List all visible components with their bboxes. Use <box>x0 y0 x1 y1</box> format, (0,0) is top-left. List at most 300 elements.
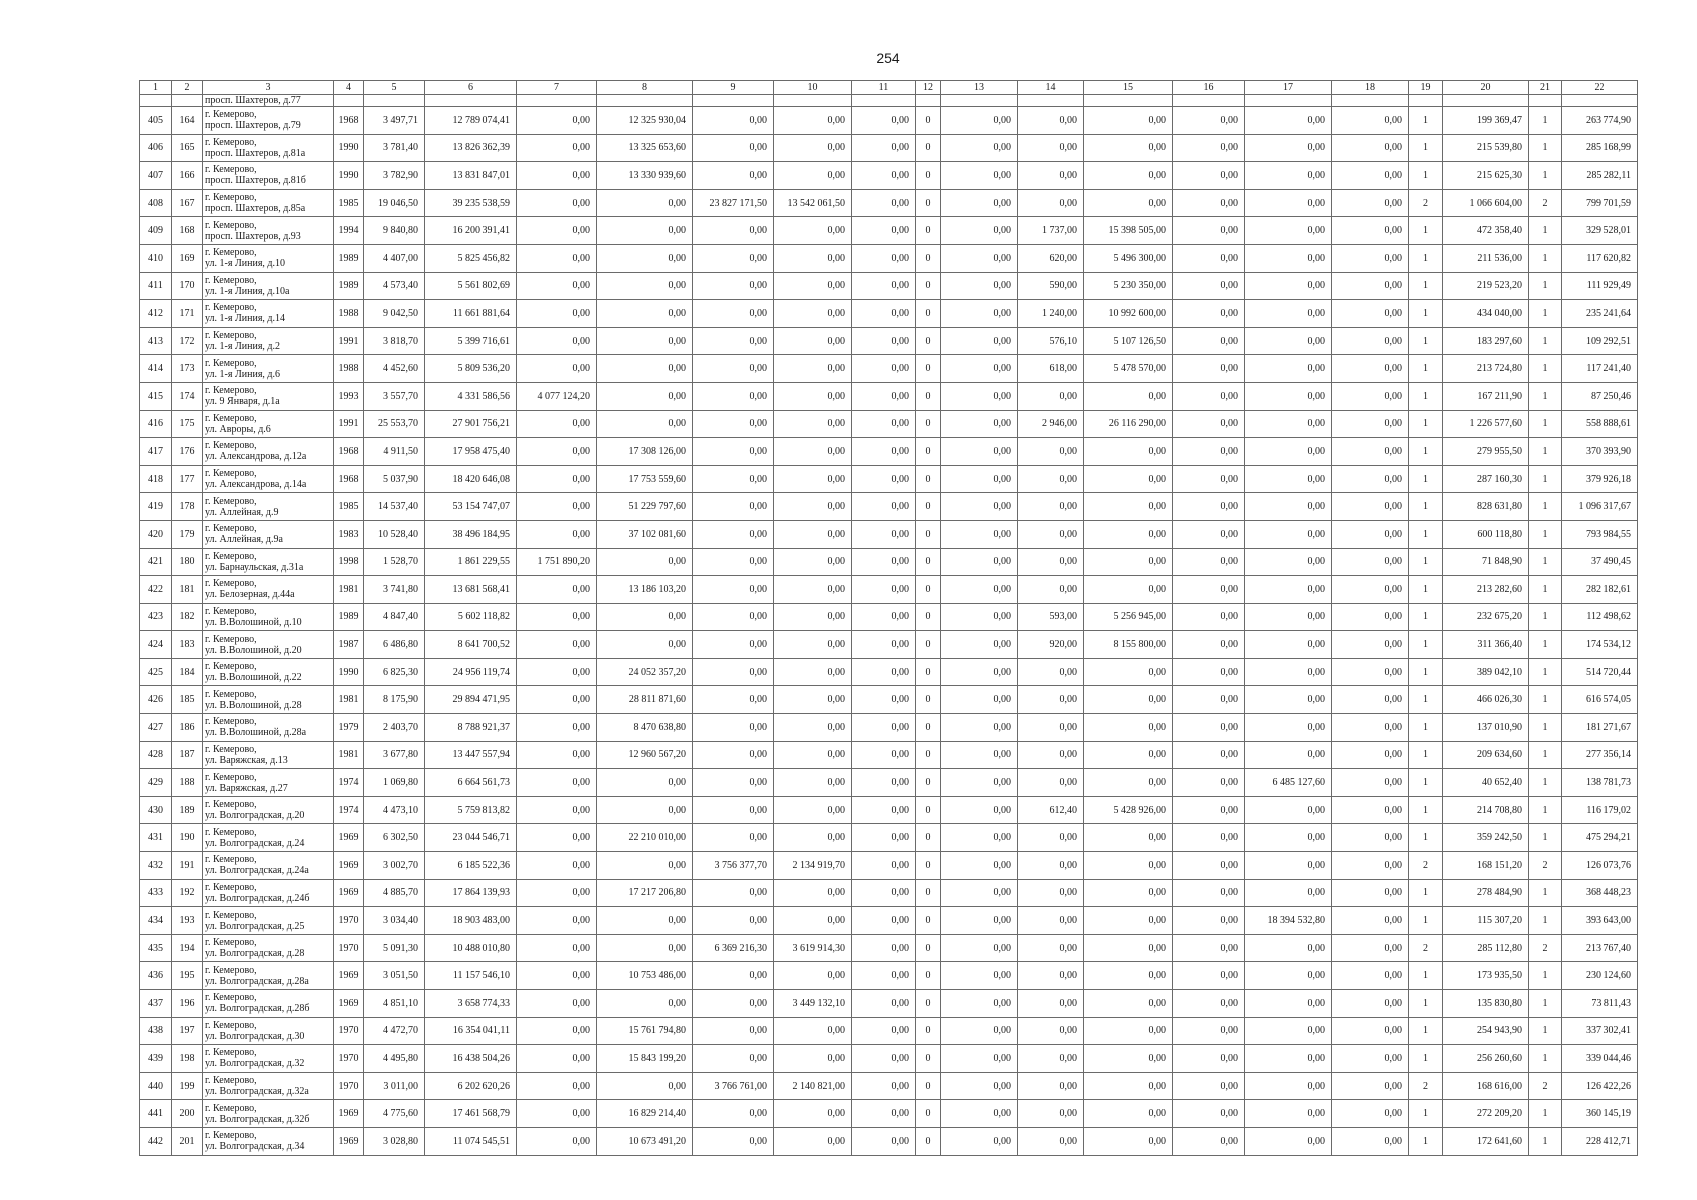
table-row <box>140 162 1638 190</box>
value-cell-col-10: 0,00 <box>774 824 852 852</box>
address-cell <box>203 548 334 576</box>
value-cell-col-7: 0,00 <box>517 1017 597 1045</box>
value-cell-col-9: 0,00 <box>693 1127 774 1155</box>
value-cell-col-14: 0,00 <box>1018 741 1084 769</box>
value-cell-col-12: 0 <box>916 576 941 604</box>
value-cell-col-17: 0,00 <box>1245 438 1332 466</box>
value-cell-col-9: 0,00 <box>693 438 774 466</box>
value-cell-col-11: 0,00 <box>852 244 916 272</box>
value-cell-col-15: 0,00 <box>1084 493 1173 521</box>
sub-number-cell: 168 <box>172 217 203 245</box>
value-cell-col-13: 0,00 <box>941 1100 1018 1128</box>
value-cell-col-15: 0,00 <box>1084 741 1173 769</box>
value-cell-col-10: 0,00 <box>774 714 852 742</box>
sub-number-cell: 185 <box>172 686 203 714</box>
row-number-cell: 440 <box>140 1072 172 1100</box>
value-cell-col-8: 37 102 081,60 <box>597 520 693 548</box>
value-cell-col-10: 13 542 061,50 <box>774 189 852 217</box>
sub-number-cell: 196 <box>172 990 203 1018</box>
address-city: г. Кемерово, <box>205 302 257 314</box>
value-cell-col-14: 2 946,00 <box>1018 410 1084 438</box>
sub-number-cell: 186 <box>172 714 203 742</box>
value-cell-col-8: 8 470 638,80 <box>597 714 693 742</box>
value-cell-col-17: 0,00 <box>1245 217 1332 245</box>
value-cell-col-7: 0,00 <box>517 962 597 990</box>
value-cell-col-19: 1 <box>1409 824 1443 852</box>
value-cell-col-7: 0,00 <box>517 576 597 604</box>
value-cell-col-12: 0 <box>916 934 941 962</box>
table-row <box>140 879 1638 907</box>
value-cell-col-4: 1989 <box>334 244 364 272</box>
value-cell-col-19: 1 <box>1409 576 1443 604</box>
value-cell-col-13: 0,00 <box>941 769 1018 797</box>
value-cell-col-9: 0,00 <box>693 410 774 438</box>
value-cell-col-16: 0,00 <box>1173 741 1245 769</box>
value-cell-col-4: 1970 <box>334 907 364 935</box>
value-cell-col-6: 6 185 522,36 <box>425 852 517 880</box>
address-cell <box>203 714 334 742</box>
address-cell <box>203 990 334 1018</box>
value-cell-col-7: 0,00 <box>517 438 597 466</box>
value-cell-col-8: 16 829 214,40 <box>597 1100 693 1128</box>
value-cell-col-6: 16 200 391,41 <box>425 217 517 245</box>
value-cell-col-6: 24 956 119,74 <box>425 658 517 686</box>
value-cell-col-16: 0,00 <box>1173 934 1245 962</box>
value-cell-col-19: 1 <box>1409 631 1443 659</box>
value-cell-col-14: 593,00 <box>1018 603 1084 631</box>
value-cell-col-19: 1 <box>1409 465 1443 493</box>
value-cell-col-13: 0,00 <box>941 658 1018 686</box>
address-street: ул. Волгоградская, д.32а <box>205 1086 309 1098</box>
value-cell-col-12: 0 <box>916 107 941 135</box>
value-cell-col-19: 1 <box>1409 520 1443 548</box>
value-cell-col-21: 1 <box>1529 134 1562 162</box>
value-cell-col-18: 0,00 <box>1332 631 1409 659</box>
value-cell-col-14: 0,00 <box>1018 520 1084 548</box>
value-cell-col-10: 0,00 <box>774 1045 852 1073</box>
value-cell-col-10: 3 449 132,10 <box>774 990 852 1018</box>
value-cell-col-11: 0,00 <box>852 438 916 466</box>
value-cell-col-7: 0,00 <box>517 879 597 907</box>
value-cell-col-18: 0,00 <box>1332 1045 1409 1073</box>
value-cell-col-19: 1 <box>1409 162 1443 190</box>
value-cell-col-8: 0,00 <box>597 272 693 300</box>
row-number-cell: 438 <box>140 1017 172 1045</box>
value-cell-col-14: 0,00 <box>1018 162 1084 190</box>
value-cell-col-8: 24 052 357,20 <box>597 658 693 686</box>
value-cell-col-9: 0,00 <box>693 1017 774 1045</box>
value-cell-col-10: 2 140 821,00 <box>774 1072 852 1100</box>
value-cell-col-11: 0,00 <box>852 465 916 493</box>
row-number-cell: 433 <box>140 879 172 907</box>
sub-number-cell: 192 <box>172 879 203 907</box>
value-cell-col-8: 0,00 <box>597 934 693 962</box>
sub-number-cell: 182 <box>172 603 203 631</box>
value-cell-col-15: 0,00 <box>1084 824 1173 852</box>
value-cell-col-5: 6 825,30 <box>364 658 425 686</box>
sub-number-cell: 190 <box>172 824 203 852</box>
value-cell-col-6: 5 399 716,61 <box>425 327 517 355</box>
value-cell-col-15: 0,00 <box>1084 769 1173 797</box>
value-cell-col-13: 0,00 <box>941 714 1018 742</box>
sub-number-cell: 172 <box>172 327 203 355</box>
value-cell-col-14: 0,00 <box>1018 686 1084 714</box>
address-street: ул. В.Волошиной, д.20 <box>205 644 302 656</box>
value-cell-col-10: 0,00 <box>774 1127 852 1155</box>
value-cell-col-11: 0,00 <box>852 934 916 962</box>
value-cell-col-12: 0 <box>916 355 941 383</box>
value-cell-col-15: 0,00 <box>1084 714 1173 742</box>
value-cell-col-4: 1974 <box>334 769 364 797</box>
value-cell-col-21: 1 <box>1529 907 1562 935</box>
value-cell-col-9: 0,00 <box>693 382 774 410</box>
value-cell-col-19: 1 <box>1409 686 1443 714</box>
address-street: просп. Шахтеров, д.85а <box>205 203 306 215</box>
value-cell-col-12: 0 <box>916 548 941 576</box>
value-cell-col-20: 256 260,60 <box>1443 1045 1529 1073</box>
value-cell-col-4: 1970 <box>334 1017 364 1045</box>
value-cell-col-5: 3 034,40 <box>364 907 425 935</box>
table-row <box>140 741 1638 769</box>
value-cell-col-13: 0,00 <box>941 962 1018 990</box>
value-cell-col-6: 29 894 471,95 <box>425 686 517 714</box>
value-cell-col-19: 1 <box>1409 1045 1443 1073</box>
value-cell-col-9: 0,00 <box>693 493 774 521</box>
value-cell-col-10: 0,00 <box>774 465 852 493</box>
value-cell-col-21: 2 <box>1529 934 1562 962</box>
value-cell-col-11: 0,00 <box>852 1072 916 1100</box>
value-cell-col-6: 18 903 483,00 <box>425 907 517 935</box>
table-row <box>140 714 1638 742</box>
column-header: 9 <box>693 81 774 95</box>
row-number-cell: 439 <box>140 1045 172 1073</box>
value-cell-col-8: 15 843 199,20 <box>597 1045 693 1073</box>
value-cell-col-14: 0,00 <box>1018 879 1084 907</box>
value-cell-col-7: 0,00 <box>517 603 597 631</box>
value-cell-col-17: 0,00 <box>1245 134 1332 162</box>
column-header: 18 <box>1332 81 1409 95</box>
value-cell-col-4: 1969 <box>334 1127 364 1155</box>
address-city: г. Кемерово, <box>205 771 257 783</box>
row-number-cell: 422 <box>140 576 172 604</box>
row-number-cell: 420 <box>140 520 172 548</box>
address-cell <box>203 769 334 797</box>
address-city: г. Кемерово, <box>205 164 257 176</box>
table-row <box>140 355 1638 383</box>
value-cell-col-22: 235 241,64 <box>1562 300 1638 328</box>
value-cell-col-21: 1 <box>1529 1045 1562 1073</box>
value-cell-col-20: 40 652,40 <box>1443 769 1529 797</box>
value-cell-col-6: 11 661 881,64 <box>425 300 517 328</box>
value-cell-col-17: 0,00 <box>1245 1072 1332 1100</box>
value-cell-col-21: 1 <box>1529 244 1562 272</box>
value-cell-col-14: 0,00 <box>1018 1072 1084 1100</box>
row-number-cell: 437 <box>140 990 172 1018</box>
sub-number-cell: 174 <box>172 382 203 410</box>
value-cell-col-17: 0,00 <box>1245 1100 1332 1128</box>
value-cell-col-12: 0 <box>916 852 941 880</box>
value-cell-col-5: 4 473,10 <box>364 796 425 824</box>
value-cell-col-16: 0,00 <box>1173 879 1245 907</box>
value-cell-col-7: 0,00 <box>517 189 597 217</box>
value-cell-col-12: 0 <box>916 438 941 466</box>
value-cell-col-21: 1 <box>1529 438 1562 466</box>
value-cell-col-5: 1 069,80 <box>364 769 425 797</box>
table-row <box>140 796 1638 824</box>
value-cell-col-15: 26 116 290,00 <box>1084 410 1173 438</box>
value-cell-col-21: 1 <box>1529 382 1562 410</box>
address-street: просп. Шахтеров, д.79 <box>205 120 301 132</box>
value-cell-col-16: 0,00 <box>1173 465 1245 493</box>
value-cell-col-8: 10 753 486,00 <box>597 962 693 990</box>
value-cell-col-20: 213 282,60 <box>1443 576 1529 604</box>
address-city: г. Кемерово, <box>205 219 257 231</box>
address-street: ул. 1-я Линия, д.2 <box>205 341 281 353</box>
value-cell-col-12: 0 <box>916 658 941 686</box>
table-row <box>140 1072 1638 1100</box>
address-cell <box>203 576 334 604</box>
value-cell-col-22: 117 620,82 <box>1562 244 1638 272</box>
value-cell-col-18: 0,00 <box>1332 686 1409 714</box>
value-cell-col-21: 2 <box>1529 852 1562 880</box>
sub-number-cell: 181 <box>172 576 203 604</box>
value-cell-col-19: 1 <box>1409 244 1443 272</box>
row-number-cell: 407 <box>140 162 172 190</box>
value-cell-col-18: 0,00 <box>1332 714 1409 742</box>
address-city: г. Кемерово, <box>205 909 257 921</box>
address-city: г. Кемерово, <box>205 440 257 452</box>
value-cell-col-21: 1 <box>1529 300 1562 328</box>
value-cell-col-11: 0,00 <box>852 1100 916 1128</box>
address-cell <box>203 879 334 907</box>
value-cell-col-15: 0,00 <box>1084 382 1173 410</box>
address-street: ул. Волгоградская, д.24б <box>205 892 310 904</box>
address-cell <box>203 382 334 410</box>
value-cell-col-8: 0,00 <box>597 907 693 935</box>
row-number-cell: 431 <box>140 824 172 852</box>
address-cell <box>203 410 334 438</box>
value-cell-col-19: 1 <box>1409 134 1443 162</box>
table-row <box>140 107 1638 135</box>
value-cell-col-14: 0,00 <box>1018 1017 1084 1045</box>
value-cell-col-10: 0,00 <box>774 410 852 438</box>
value-cell-col-7: 0,00 <box>517 658 597 686</box>
address-city: г. Кемерово, <box>205 550 257 562</box>
value-cell-col-19: 1 <box>1409 355 1443 383</box>
value-cell-col-12: 0 <box>916 162 941 190</box>
value-cell-col-21: 1 <box>1529 576 1562 604</box>
column-header: 14 <box>1018 81 1084 95</box>
address-street: ул. Авроры, д.6 <box>205 423 271 435</box>
value-cell-col-9: 0,00 <box>693 907 774 935</box>
value-cell-col-12: 0 <box>916 465 941 493</box>
address-street: ул. Варяжская, д.27 <box>205 782 288 794</box>
value-cell-col-6: 11 074 545,51 <box>425 1127 517 1155</box>
address-street: ул. 1-я Линия, д.6 <box>205 368 281 380</box>
row-number-cell: 415 <box>140 382 172 410</box>
value-cell-col-17: 0,00 <box>1245 465 1332 493</box>
value-cell-col-4: 1981 <box>334 686 364 714</box>
value-cell-col-8: 0,00 <box>597 603 693 631</box>
value-cell-col-5: 6 302,50 <box>364 824 425 852</box>
value-cell-col-22: 37 490,45 <box>1562 548 1638 576</box>
value-cell-col-22: 73 811,43 <box>1562 990 1638 1018</box>
value-cell-col-8: 13 330 939,60 <box>597 162 693 190</box>
value-cell-col-9: 0,00 <box>693 769 774 797</box>
value-cell-col-12: 0 <box>916 879 941 907</box>
value-cell-col-15: 0,00 <box>1084 1127 1173 1155</box>
address-street: ул. Варяжская, д.13 <box>205 754 288 766</box>
value-cell-col-11: 0,00 <box>852 852 916 880</box>
table-row <box>140 769 1638 797</box>
value-cell-col-10: 0,00 <box>774 907 852 935</box>
value-cell-col-8: 17 308 126,00 <box>597 438 693 466</box>
value-cell-col-13: 0,00 <box>941 990 1018 1018</box>
table-row <box>140 824 1638 852</box>
value-cell-col-10: 0,00 <box>774 879 852 907</box>
value-cell-col-5: 3 557,70 <box>364 382 425 410</box>
value-cell-col-17: 0,00 <box>1245 189 1332 217</box>
value-cell-col-5: 4 407,00 <box>364 244 425 272</box>
value-cell-col-9: 0,00 <box>693 686 774 714</box>
value-cell-col-11: 0,00 <box>852 1127 916 1155</box>
value-cell-col-7: 0,00 <box>517 410 597 438</box>
value-cell-col-9: 3 756 377,70 <box>693 852 774 880</box>
value-cell-col-6: 5 602 118,82 <box>425 603 517 631</box>
value-cell-col-17: 0,00 <box>1245 686 1332 714</box>
value-cell-col-18: 0,00 <box>1332 1100 1409 1128</box>
row-number-cell: 410 <box>140 244 172 272</box>
value-cell-col-17: 0,00 <box>1245 824 1332 852</box>
value-cell-col-9: 23 827 171,50 <box>693 189 774 217</box>
value-cell-col-13: 0,00 <box>941 410 1018 438</box>
value-cell-col-20: 183 297,60 <box>1443 327 1529 355</box>
value-cell-col-19: 1 <box>1409 107 1443 135</box>
value-cell-col-7: 0,00 <box>517 327 597 355</box>
row-number-cell: 424 <box>140 631 172 659</box>
value-cell-col-6: 5 759 813,82 <box>425 796 517 824</box>
value-cell-col-14: 618,00 <box>1018 355 1084 383</box>
value-cell-col-14: 0,00 <box>1018 990 1084 1018</box>
value-cell-col-5: 4 472,70 <box>364 1017 425 1045</box>
value-cell-col-12: 0 <box>916 1045 941 1073</box>
address-city: г. Кемерово, <box>205 688 257 700</box>
value-cell-col-17: 0,00 <box>1245 658 1332 686</box>
value-cell-col-16: 0,00 <box>1173 962 1245 990</box>
value-cell-col-4: 1990 <box>334 658 364 686</box>
value-cell-col-10: 0,00 <box>774 162 852 190</box>
value-cell-col-19: 1 <box>1409 603 1443 631</box>
address-cell <box>203 658 334 686</box>
address-city: г. Кемерово, <box>205 716 257 728</box>
value-cell-col-18: 0,00 <box>1332 465 1409 493</box>
value-cell-col-5: 10 528,40 <box>364 520 425 548</box>
value-cell-col-7: 0,00 <box>517 1100 597 1128</box>
value-cell-col-20: 389 042,10 <box>1443 658 1529 686</box>
sub-number-cell: 191 <box>172 852 203 880</box>
value-cell-col-20: 213 724,80 <box>1443 355 1529 383</box>
value-cell-col-15: 5 230 350,00 <box>1084 272 1173 300</box>
value-cell-col-19: 1 <box>1409 769 1443 797</box>
value-cell-col-9: 0,00 <box>693 990 774 1018</box>
value-cell-col-22: 393 643,00 <box>1562 907 1638 935</box>
value-cell-col-22: 117 241,40 <box>1562 355 1638 383</box>
value-cell-col-10: 0,00 <box>774 769 852 797</box>
value-cell-col-7: 0,00 <box>517 907 597 935</box>
sub-number-cell: 187 <box>172 741 203 769</box>
value-cell-col-21: 1 <box>1529 520 1562 548</box>
value-cell-col-13: 0,00 <box>941 272 1018 300</box>
value-cell-col-13: 0,00 <box>941 520 1018 548</box>
value-cell-col-11: 0,00 <box>852 1045 916 1073</box>
value-cell-col-5: 4 495,80 <box>364 1045 425 1073</box>
sub-number-cell: 197 <box>172 1017 203 1045</box>
value-cell-col-5: 3 002,70 <box>364 852 425 880</box>
sub-number-cell: 184 <box>172 658 203 686</box>
value-cell-col-15: 0,00 <box>1084 465 1173 493</box>
value-cell-col-19: 1 <box>1409 1100 1443 1128</box>
value-cell-col-6: 3 658 774,33 <box>425 990 517 1018</box>
value-cell-col-6: 4 331 586,56 <box>425 382 517 410</box>
row-number-cell: 429 <box>140 769 172 797</box>
value-cell-col-22: 514 720,44 <box>1562 658 1638 686</box>
address-city: г. Кемерово, <box>205 937 257 949</box>
value-cell-col-19: 2 <box>1409 1072 1443 1100</box>
value-cell-col-5: 9 840,80 <box>364 217 425 245</box>
value-cell-col-18: 0,00 <box>1332 603 1409 631</box>
value-cell-col-20: 1 066 604,00 <box>1443 189 1529 217</box>
address-city: г. Кемерово, <box>205 578 257 590</box>
value-cell-col-15: 0,00 <box>1084 189 1173 217</box>
value-cell-col-15: 5 256 945,00 <box>1084 603 1173 631</box>
value-cell-col-9: 0,00 <box>693 217 774 245</box>
value-cell-col-19: 1 <box>1409 438 1443 466</box>
address-street: ул. В.Волошиной, д.28 <box>205 699 302 711</box>
address-street: ул. Волгоградская, д.24а <box>205 865 309 877</box>
value-cell-col-10: 0,00 <box>774 741 852 769</box>
value-cell-col-17: 0,00 <box>1245 162 1332 190</box>
value-cell-col-5: 4 775,60 <box>364 1100 425 1128</box>
address-cell <box>203 327 334 355</box>
value-cell-col-4: 1968 <box>334 107 364 135</box>
address-city: г. Кемерово, <box>205 412 257 424</box>
value-cell-col-18: 0,00 <box>1332 355 1409 383</box>
value-cell-col-19: 1 <box>1409 962 1443 990</box>
address-city: г. Кемерово, <box>205 743 257 755</box>
value-cell-col-22: 277 356,14 <box>1562 741 1638 769</box>
value-cell-col-15: 0,00 <box>1084 852 1173 880</box>
value-cell-col-13: 0,00 <box>941 631 1018 659</box>
value-cell-col-19: 1 <box>1409 796 1443 824</box>
row-number-cell: 416 <box>140 410 172 438</box>
row-number-cell: 414 <box>140 355 172 383</box>
value-cell-col-22: 329 528,01 <box>1562 217 1638 245</box>
value-cell-col-6: 1 861 229,55 <box>425 548 517 576</box>
value-cell-col-10: 3 619 914,30 <box>774 934 852 962</box>
column-number-header-row <box>140 81 1638 95</box>
address-street: ул. Волгоградская, д.30 <box>205 1030 305 1042</box>
value-cell-col-8: 12 325 930,04 <box>597 107 693 135</box>
table-row <box>140 465 1638 493</box>
table-row <box>140 1017 1638 1045</box>
value-cell-col-10: 0,00 <box>774 327 852 355</box>
value-cell-col-15: 0,00 <box>1084 879 1173 907</box>
value-cell-col-13: 0,00 <box>941 741 1018 769</box>
table-row <box>140 631 1638 659</box>
value-cell-col-14: 620,00 <box>1018 244 1084 272</box>
address-cell <box>203 1017 334 1045</box>
value-cell-col-6: 13 447 557,94 <box>425 741 517 769</box>
